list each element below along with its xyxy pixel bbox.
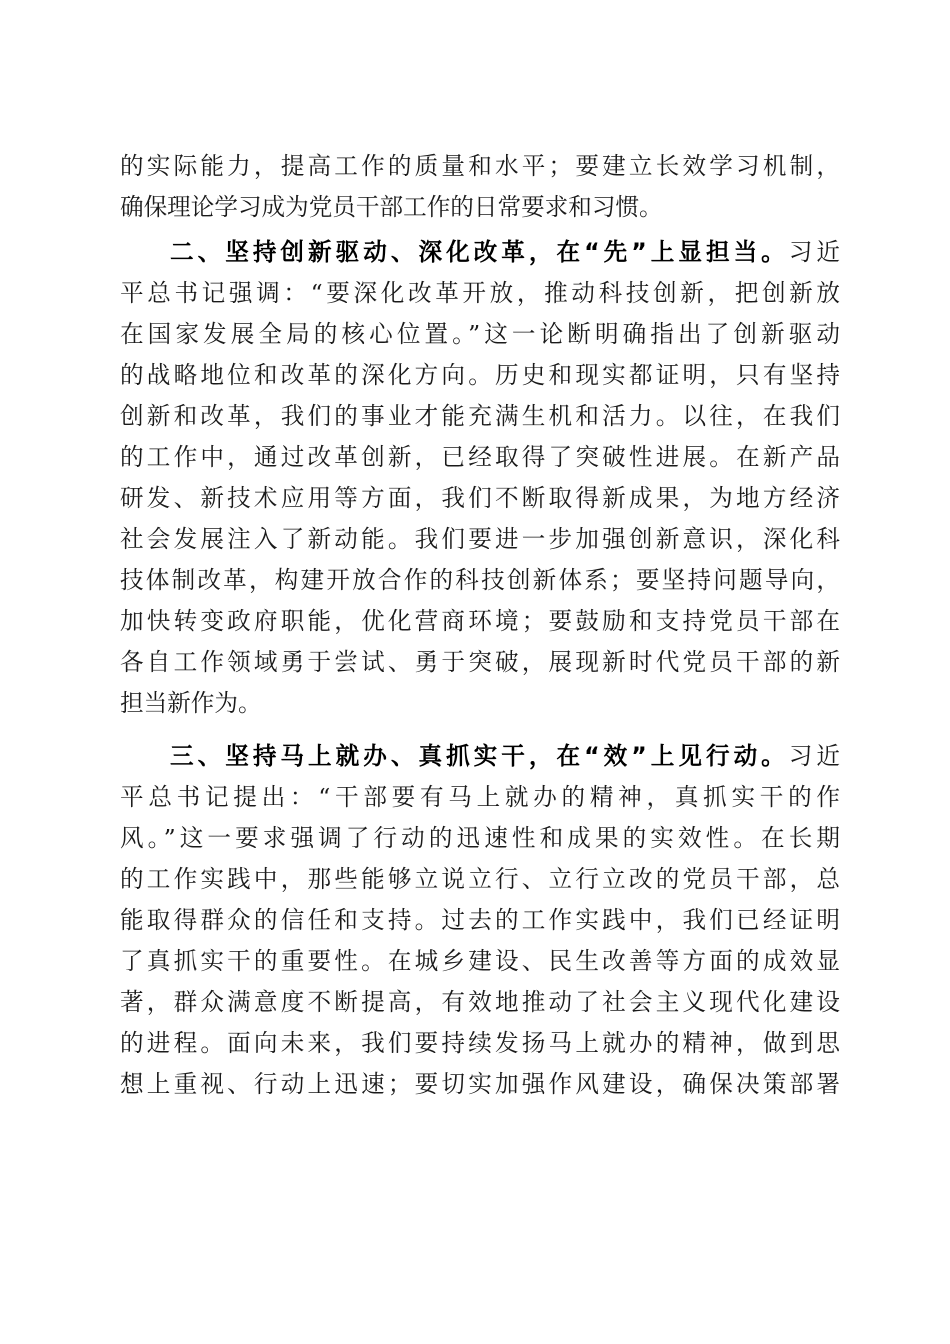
body-text-line: 了真抓实干的重要性。在城乡建设、民生改善等方面的成效显 [120, 947, 840, 975]
body-text-line: 创新和改革，我们的事业才能充满生机和活力。以往，在我们 [120, 402, 840, 430]
body-text-line: 平总书记强调：“要深化改革开放，推动科技创新，把创新放 [120, 279, 840, 307]
body-text-fragment: 习近 [788, 742, 840, 770]
body-text-line: 在国家发展全局的核心位置。”这一论断明确指出了创新驱动 [120, 320, 840, 348]
body-text-line: 的工作中，通过改革创新，已经取得了突破性进展。在新产品 [120, 443, 840, 471]
body-text-line: 研发、新技术应用等方面，我们不断取得新成果，为地方经济 [120, 484, 840, 512]
body-text-line: 平总书记提出：“干部要有马上就办的精神，真抓实干的作 [120, 783, 840, 811]
body-text-line: 的战略地位和改革的深化方向。历史和现实都证明，只有坚持 [120, 361, 840, 389]
body-text-line: 技体制改革，构建开放合作的科技创新体系；要坚持问题导向， [120, 566, 840, 594]
body-text-line: 想上重视、行动上迅速；要切实加强作风建设，确保决策部署 [120, 1070, 840, 1098]
body-text-line: 的进程。面向未来，我们要持续发扬马上就办的精神，做到思 [120, 1029, 840, 1057]
body-text-line: 加快转变政府职能，优化营商环境；要鼓励和支持党员干部在 [120, 607, 840, 635]
body-text-line: 确保理论学习成为党员干部工作的日常要求和习惯。 [120, 193, 663, 221]
body-text-line: 的实际能力，提高工作的质量和水平；要建立长效学习机制， [120, 152, 840, 180]
body-text-fragment: 习近 [788, 238, 840, 266]
section-heading-2: 二、坚持创新驱动、深化改革，在“先”上显担当。 [170, 238, 789, 266]
body-text-line: 能取得群众的信任和支持。过去的工作实践中，我们已经证明 [120, 906, 840, 934]
body-text-line: 著，群众满意度不断提高，有效地推动了社会主义现代化建设 [120, 988, 840, 1016]
section-heading-3: 三、坚持马上就办、真抓实干，在“效”上见行动。 [170, 742, 789, 770]
paragraph-3-first-line [170, 738, 840, 774]
paragraph-2-first-line [170, 234, 840, 270]
body-text-line: 担当新作为。 [120, 689, 262, 717]
body-text-line: 各自工作领域勇于尝试、勇于突破，展现新时代党员干部的新 [120, 648, 840, 676]
body-text-line: 的工作实践中，那些能够立说立行、立行立改的党员干部，总 [120, 865, 840, 893]
body-text-line: 社会发展注入了新动能。我们要进一步加强创新意识，深化科 [120, 525, 840, 553]
body-text-line: 风。”这一要求强调了行动的迅速性和成果的实效性。在长期 [120, 824, 840, 852]
